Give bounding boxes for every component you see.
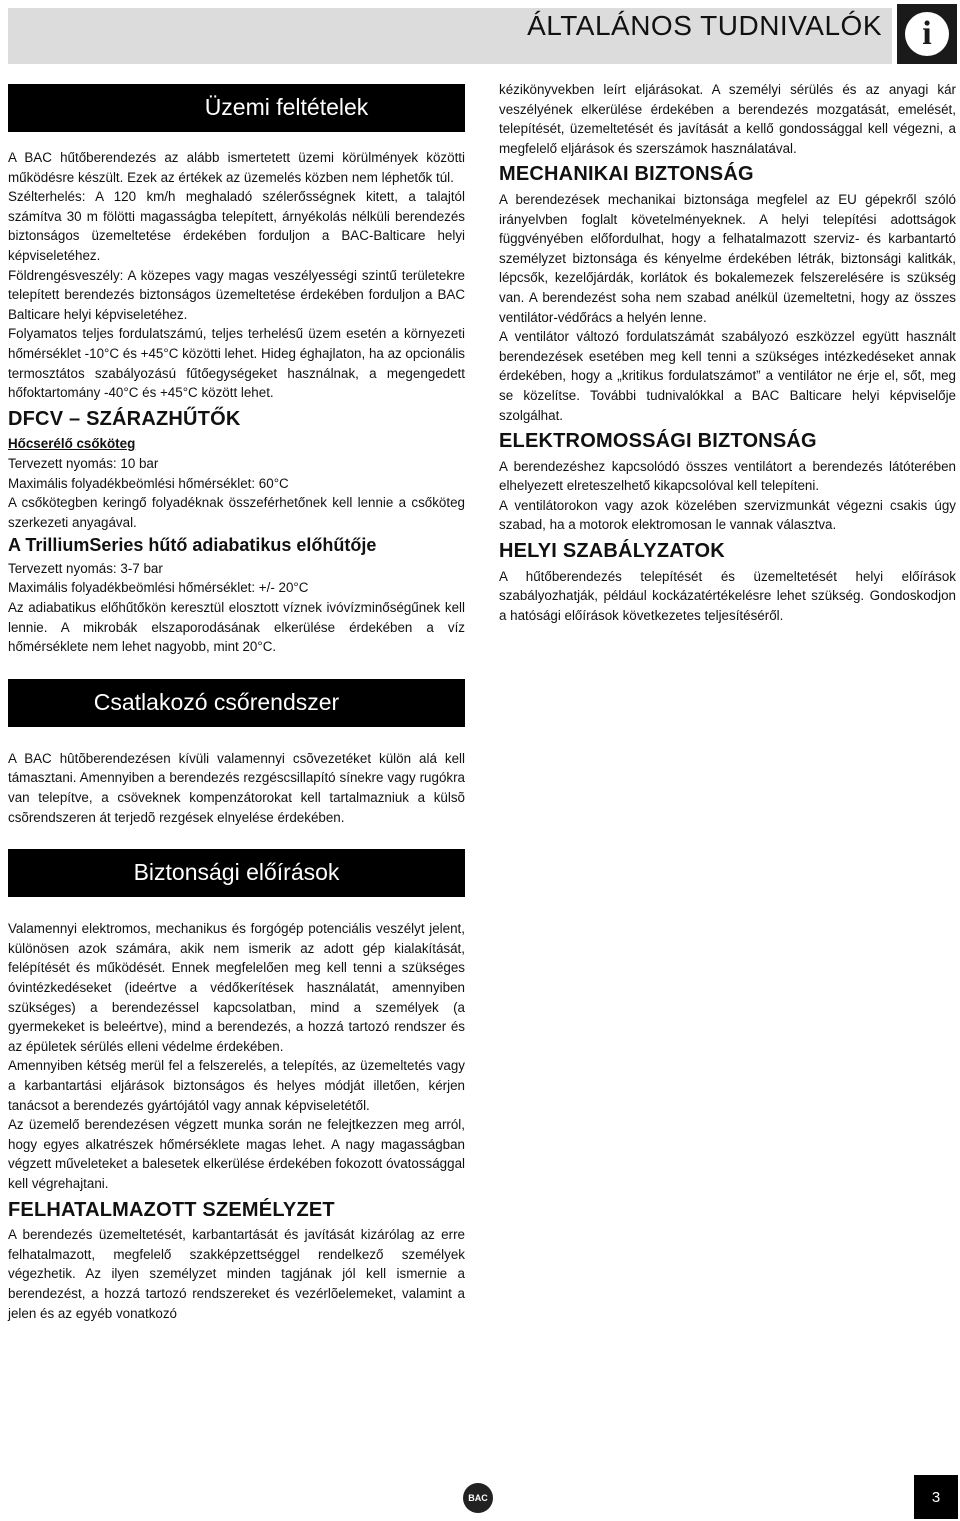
paragraph: A berendezések mechanikai biztonsága megfelel az EU gépekről szóló irányelvben foglalt követelményeknek. A helyi telepítési adottságok függvényében előfordulhat, hogy a felhatalmazott szerviz- és karbantartó személyzet biztonsága és kényelme érdekében létrák, biztonsági kalitkák, lépcsők, kezelőjárdák, korlátok és bokalemezek felszerelésére is szükség van. A berendezést soha nem szabad anélkül üzemeltetni, hogy az összes ventilátor-védőrács a helyén lenne. [499,191,956,325]
left-column [8,84,465,1323]
paragraph: A berendezés üzemeltetését, karbantartását és javítását kizárólag az erre felhatalmazott, megfelelő szakképzettséggel rendelkező személyek végezhetik. Az ilyen személyzet minden tagjának jól kell ismernie a berendezést, a hozzá tartozó rendszereket és vezérlõelemeket, valamint a jelen és az egyéb vonatkozó [8,1227,465,1321]
info-icon: i [905,12,949,56]
subheading-hocserelo: Hőcserélő csőköteg [8,436,136,452]
paragraph: Folyamatos teljes fordulatszámú, teljes terhelésű üzem esetén a környezeti hőmérséklet -10°C és +45°C közötti lehet. Hideg éghajlaton, ha az opcionális termosztátos szabályozású fűtőegységeket használnak, a megengedett hőfoktartomány -40°C és +45°C között lehet. [8,326,465,401]
right-column [499,80,956,625]
heading-elektromossagi: ELEKTROMOSSÁGI BIZTONSÁG [499,430,817,453]
paragraph: Valamennyi elektromos, mechanikus és forgógép potenciális veszélyt jelent, különösen azok számára, akik nem ismerik az adott gép kialakítását, felépítését és működését. Ennek megfelelően meg kell tenni a szükséges óvintézkedéseket (ideértve a védőkerítések használatát, amennyiben szükséges) a berendezéssel kapcsolatban, mind a személyek (a gyermekeket is beleértve), mind a berendezés, a hozzá tartozó rendszer és az épületek sérülés elleni védelme érdekében. [8,921,465,1054]
paragraph: A BAC hûtõberendezésen kívüli valamennyi csõvezetéket külön alá kell támasztani. Amennyiben a berendezés rezgéscsillapító sínekre vagy rugókra van telepítve, a csöveknek kompenzátorokat kell tartalmazniuk a külsõ csõrendszeren át terjedõ rezgések elnyelése érdekében. [8,750,465,825]
bac-logo: BAC [463,1483,493,1513]
heading-felhatalmazott: FELHATALMAZOTT SZEMÉLYZET [8,1198,335,1221]
spec-line: Tervezett nyomás: 10 bar [8,455,159,471]
section-band-uzemi: Üzemi feltételek [8,84,465,132]
paragraph: Földrengésveszély: A közepes vagy magas veszélyességi szintű területekre telepített berendezés biztonságos üzemeltetése érdekében forduljon a BAC Balticare helyi képviseletéhez. [8,267,465,322]
paragraph: A hűtőberendezés telepítését és üzemeltetését helyi előírások szabályozhatják, például kockázatértékelésre lehet szükség. Gondoskodjon a hatósági előírások következetes teljesítéséről. [499,568,956,623]
paragraph: Szélterhelés: A 120 km/h meghaladó szélerősségnek kitett, a talajtól számítva 30 m fölötti magasságba telepített, árnyékolás nélküli berendezés biztonságos üzemeltetése érdekében forduljon a BAC-Balticare helyi képviseletéhez. [8,189,465,263]
paragraph: Az üzemelő berendezésen végzett munka során ne felejtkezzen meg arról, hogy egyes alkatrészek hőmérséklete magas lehet. A nagy magasságban végzett műveleteket a balesetek elkerülése érdekében fokozott óvatossággal kell végrehajtani. [8,1117,465,1191]
spec-line: Maximális folyadékbeömlési hőmérséklet: +/- 20°C [8,580,309,596]
spec-line: Maximális folyadékbeömlési hőmérséklet: 60°C [8,475,289,491]
paragraph: A BAC hűtőberendezés az alább ismertetett üzemi körülmények közötti működésre készült. Ezek az értékek az üzemelés közben nem léphetők túl. [8,150,465,185]
paragraph: kézikönyvekben leírt eljárásokat. A személyi sérülés és az anyagi kár veszélyének elkerülése érdekében a berendezés mozgatását, emelését, telepítését, üzemeltetését és javítását a kellő gondossággal kell végezni, a megfelelő eljárások és szerszámok használatával. [499,82,956,156]
heading-helyi: HELYI SZABÁLYZATOK [499,540,725,563]
paragraph: Amennyiben kétség merül fel a felszerelés, a telepítés, az üzemeltetés vagy a karbantartási eljárások biztonságos és helyes módját illetően, kérjen tanácsot a berendezés gyártójától vagy annak képviseletétől. [8,1058,465,1113]
paragraph: A berendezéshez kapcsolódó összes ventilátort a berendezés látóterében elhelyezett elreteszelhető kikapcsolóval kell telepíteni. [499,458,956,494]
paragraph: A ventilátor változó fordulatszámát szabályozó eszközzel együtt használt berendezések esetében meg kell tenni a szükséges intézkedéseket annak érdekében, hogy a „kritikus fordulatszámot” a ventilátor ne érje el, sőt, meg se közelítse. További tudnivalókkal a BAC Balticare helyi képviselője szolgálhat. [499,329,956,423]
paragraph: A csőkötegben keringő folyadéknak összeférhetőnek kell lennie a csőköteg szerkezeti anyagával. [8,495,465,530]
info-badge [897,4,957,64]
heading-dfcv: DFCV – SZÁRAZHŰTŐK [8,407,241,430]
paragraph: Az adiabatikus előhűtőkön keresztül elosztott víznek ivóvízminőségűnek kell lennie. A mikrobák elszaporodásának elkerülése érdekében a víz hőmérséklete nem lehet nagyobb, mint 20°C. [8,600,465,655]
section-band-biztonsagi: Biztonsági előírások [8,849,465,897]
paragraph: A ventilátorokon vagy azok közelében szervizmunkát végezni csakis úgy szabad, ha a motorok elektromosan le vannak választva. [499,497,956,533]
page-section-title: ÁLTALÁNOS TUDNIVALÓK [527,10,882,41]
heading-trillium: A TrilliumSeries hűtő adiabatikus előhűtője [8,535,377,556]
section-band-csatlakozo: Csatlakozó csőrendszer [8,679,465,727]
spec-line: Tervezett nyomás: 3-7 bar [8,560,163,576]
page-number: 3 [914,1475,958,1519]
heading-mechanikai: MECHANIKAI BIZTONSÁG [499,163,754,186]
